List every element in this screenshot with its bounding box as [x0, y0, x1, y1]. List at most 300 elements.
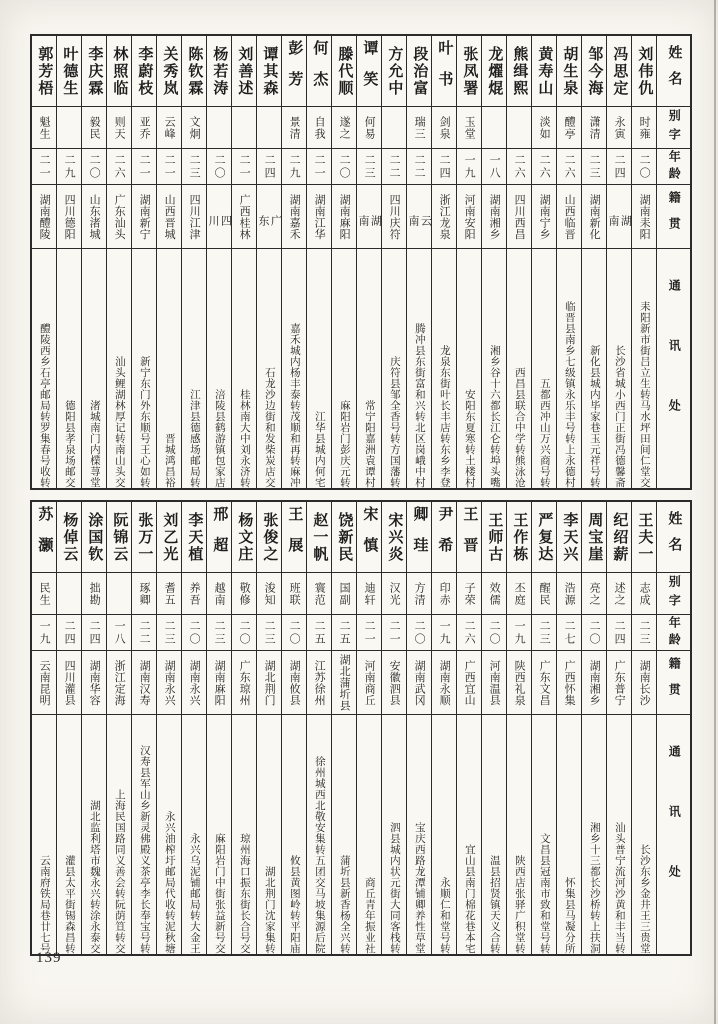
age-cell: 二〇: [582, 614, 606, 650]
alias-cell: 亮之: [582, 572, 606, 614]
age-cell: 二三: [182, 148, 206, 184]
name-cell: 冯思定: [611, 45, 628, 97]
age-cell: 二〇: [282, 614, 306, 650]
name-cell: 周宝崖: [586, 511, 603, 563]
contact-cell: 晋城鸿昌裕: [157, 248, 181, 488]
alias-cell: 民生: [32, 572, 56, 614]
alias-cell: 景清: [282, 106, 306, 148]
person-column: [481, 502, 506, 954]
header-alias-label: 别字: [657, 106, 690, 148]
name-cell: 彭芳: [286, 40, 303, 102]
name-cell: 赵一帆: [311, 511, 328, 563]
origin-cell: 湖南: [357, 184, 381, 248]
name-cell: 龙燿焜: [486, 45, 503, 97]
alias-cell: [232, 106, 256, 148]
alias-cell: [107, 572, 131, 614]
person-column: [531, 502, 556, 954]
contact-cell: 汕头鲤湖林厚记转南山头交: [107, 248, 131, 488]
name-cell: 宋兴炎: [386, 511, 403, 563]
age-cell: 二三: [532, 614, 556, 650]
contact-cell: 麻阳岩门中街张益新号交: [207, 714, 231, 954]
contact-cell: 龙泉东街叶长丰店转东乡李登: [432, 248, 456, 488]
contact-cell: 灌县太平街锡森昌转: [57, 714, 81, 954]
name-cell: 王师古: [486, 511, 503, 563]
name-cell: 刘伟仇: [636, 45, 653, 97]
name-cell: 段治富: [411, 45, 428, 97]
contact-cell: 渚城南门内檏荨堂: [82, 248, 106, 488]
alias-cell: 迪轩: [357, 572, 381, 614]
header-age-label: 年龄: [657, 614, 690, 650]
header-origin-label: 籍贯: [657, 184, 690, 248]
alias-cell: 永寅: [607, 106, 631, 148]
age-cell: 二一: [132, 148, 156, 184]
person-column: [281, 36, 306, 488]
origin-cell: 山东渚城: [82, 184, 106, 248]
age-cell: 二〇: [632, 148, 656, 184]
origin-cell: 湖北荆门: [257, 650, 281, 714]
name-cell: 黄寿山: [536, 45, 553, 97]
name-cell: 张凤署: [461, 45, 478, 97]
alias-cell: 国副: [332, 572, 356, 614]
age-cell: 二三: [357, 148, 381, 184]
contact-cell: 汕头普宁流河沙黄和丰当转: [607, 714, 631, 954]
age-cell: 二〇: [482, 614, 506, 650]
name-cell: 杨倬云: [61, 511, 78, 563]
alias-cell: 潇清: [582, 106, 606, 148]
header-origin-label: 籍贯: [657, 650, 690, 714]
contact-cell: 上海民国路同义善会转阮荫笪转交: [107, 714, 131, 954]
header-contact-label: 通讯处: [657, 248, 690, 488]
alias-cell: 养吾: [182, 572, 206, 614]
person-column: [381, 502, 406, 954]
contact-cell: 长沙省城小西门正街冯德馨斋: [607, 248, 631, 488]
contact-cell: 西昌县联合中学转熊泳沧: [507, 248, 531, 488]
age-cell: 二四: [82, 614, 106, 650]
alias-cell: 醒民: [532, 572, 556, 614]
age-cell: 二四: [257, 148, 281, 184]
contact-cell: 宜山县南门棉花巷本宅: [457, 714, 481, 954]
person-column: [181, 36, 206, 488]
age-cell: 二〇: [182, 614, 206, 650]
contact-cell: 新化县城内毕家巷玉元祥号转: [582, 248, 606, 488]
person-column: [581, 502, 606, 954]
origin-cell: 湖北蒲圻县: [332, 650, 356, 714]
alias-cell: 子荣: [457, 572, 481, 614]
alias-cell: 寰范: [307, 572, 331, 614]
alias-cell: 文炯: [182, 106, 206, 148]
contact-cell: 文昌县冠南市致和堂号转: [532, 714, 556, 954]
person-column: [406, 502, 431, 954]
age-cell: 二六: [457, 614, 481, 650]
contact-cell: 长沙东乡金井王三贵堂: [632, 714, 656, 954]
name-cell: 王夫一: [636, 511, 653, 563]
origin-cell: 陕西礼泉: [507, 650, 531, 714]
person-column: [481, 36, 506, 488]
person-column: [81, 502, 106, 954]
scan-edge-artifact: [714, 0, 716, 1024]
person-column: [631, 36, 656, 488]
name-cell: 关秀岚: [161, 45, 178, 97]
origin-cell: 湖南嘉禾: [282, 184, 306, 248]
age-cell: 二一: [307, 148, 331, 184]
origin-cell: 河南温县: [482, 650, 506, 714]
person-column: [431, 36, 456, 488]
origin-cell: 湖南醴陵: [32, 184, 56, 248]
alias-cell: 自我: [307, 106, 331, 148]
person-column: [556, 502, 581, 954]
origin-cell: 江苏徐州: [307, 650, 331, 714]
name-cell: 王作栋: [511, 511, 528, 563]
name-cell: 涂国钦: [86, 511, 103, 563]
age-cell: 二三: [632, 614, 656, 650]
origin-cell: 湖南武冈: [407, 650, 431, 714]
contact-cell: 云南府铁局巷廿七号: [32, 714, 56, 954]
person-column: [306, 36, 331, 488]
age-cell: 二一: [232, 148, 256, 184]
age-cell: 二三: [582, 148, 606, 184]
name-cell: 李蔚枝: [136, 45, 153, 97]
alias-cell: 述之: [607, 572, 631, 614]
person-column: [456, 502, 481, 954]
person-column: [156, 36, 181, 488]
name-cell: 叶德生: [61, 45, 78, 97]
origin-cell: 云南: [407, 184, 431, 248]
page-number: 139: [36, 950, 62, 966]
alias-cell: 亚乔: [132, 106, 156, 148]
origin-cell: 四川江津: [182, 184, 206, 248]
contact-cell: 麻阳岩门彭庆元转: [332, 248, 356, 488]
alias-cell: 志成: [632, 572, 656, 614]
header-column: [656, 36, 690, 488]
contact-cell: 湖北荆门沈家集转: [257, 714, 281, 954]
name-cell: 张万一: [136, 511, 153, 563]
alias-cell: 时雍: [632, 106, 656, 148]
origin-cell: 广东普宁: [607, 650, 631, 714]
person-column: [306, 502, 331, 954]
age-cell: 二〇: [232, 614, 256, 650]
origin-cell: 广东汕头: [107, 184, 131, 248]
origin-cell: 湖南攸县: [282, 650, 306, 714]
contact-cell: 醴陵西乡石亭邮局转罗集春号收转: [32, 248, 56, 488]
person-column: [206, 36, 231, 488]
origin-cell: 湖南华容: [82, 650, 106, 714]
person-column: [231, 36, 256, 488]
contact-cell: 嘉禾城内杨丰泰转茂顺和再转麻冲: [282, 248, 306, 488]
contact-cell: 临晋县南乡七级镇永乐丰号转上永德村: [557, 248, 581, 488]
origin-cell: 山西临晋: [557, 184, 581, 248]
contact-cell: 琼州海口振东街长合号交: [232, 714, 256, 954]
header-name-label: 姓名: [666, 45, 682, 97]
age-cell: 二三: [207, 614, 231, 650]
alias-cell: [507, 106, 531, 148]
name-cell: 刘乙光: [161, 511, 178, 563]
origin-cell: 四川灌县: [57, 650, 81, 714]
origin-cell: 湖南麻阳: [332, 184, 356, 248]
person-column: [206, 502, 231, 954]
person-column: [431, 502, 456, 954]
origin-cell: 四川德阳: [57, 184, 81, 248]
person-column: [32, 502, 56, 954]
age-cell: 二六: [107, 148, 131, 184]
alias-cell: 浩源: [557, 572, 581, 614]
alias-cell: 越南: [207, 572, 231, 614]
person-column: [256, 36, 281, 488]
contact-cell: 湖北监利塔市魏永兴转涂永泰交: [82, 714, 106, 954]
alias-cell: 浚知: [257, 572, 281, 614]
origin-cell: 河南安阳: [457, 184, 481, 248]
origin-cell: 广西宜山: [457, 650, 481, 714]
origin-cell: 湖南湘乡: [482, 184, 506, 248]
name-cell: 叶书: [436, 40, 453, 102]
person-column: [56, 502, 81, 954]
origin-cell: 湖南永顺: [432, 650, 456, 714]
contact-cell: 新宁东门外东顺号王心如转: [132, 248, 156, 488]
origin-cell: 湖南: [607, 184, 631, 248]
alias-cell: 剑泉: [432, 106, 456, 148]
person-column: [556, 36, 581, 488]
alias-cell: [57, 572, 81, 614]
contact-cell: 五都西冲山万兴商号转: [532, 248, 556, 488]
origin-cell: 广东: [257, 184, 281, 248]
contact-cell: 宝庆西路龙潭铺卿养性草堂: [407, 714, 431, 954]
age-cell: 二一: [357, 614, 381, 650]
age-cell: 二一: [157, 148, 181, 184]
age-cell: 二四: [607, 148, 631, 184]
header-alias-label: 别字: [657, 572, 690, 614]
alias-cell: 醴亭: [557, 106, 581, 148]
person-column: [606, 502, 631, 954]
name-cell: 尹希: [436, 506, 453, 568]
age-cell: 二一: [382, 614, 406, 650]
origin-cell: 湖南新化: [582, 184, 606, 248]
name-cell: 李天植: [186, 511, 203, 563]
name-cell: 杨文庄: [236, 511, 253, 563]
directory-table-top: [30, 34, 692, 490]
alias-cell: 拙勘: [82, 572, 106, 614]
age-cell: 二二: [407, 148, 431, 184]
person-column: [456, 36, 481, 488]
origin-cell: 湖南湘乡: [582, 650, 606, 714]
person-column: [106, 502, 131, 954]
person-column: [106, 36, 131, 488]
alias-cell: 则天: [107, 106, 131, 148]
contact-cell: 温县招贤镇天义合转: [482, 714, 506, 954]
name-cell: 何杰: [311, 40, 328, 102]
contact-cell: 常宁阳嘉洲袁谭村: [357, 248, 381, 488]
name-cell: 邢超: [211, 506, 228, 568]
age-cell: 二三: [157, 614, 181, 650]
origin-cell: 安徽泗县: [382, 650, 406, 714]
name-cell: 方允中: [386, 45, 403, 97]
contact-cell: 泗县城内状元街大同客栈转: [382, 714, 406, 954]
origin-cell: 广东琼州: [232, 650, 256, 714]
person-column: [531, 36, 556, 488]
person-column: [506, 36, 531, 488]
person-column: [131, 502, 156, 954]
contact-cell: 涪陵县鹤游镇包家店: [207, 248, 231, 488]
contact-cell: 石龙沙边街和发柴炭店交: [257, 248, 281, 488]
alias-cell: 云峰: [157, 106, 181, 148]
age-cell: 一九: [507, 614, 531, 650]
age-cell: 二四: [607, 614, 631, 650]
origin-cell: 四川庆符: [382, 184, 406, 248]
alias-cell: [57, 106, 81, 148]
age-cell: 一八: [107, 614, 131, 650]
person-column: [606, 36, 631, 488]
person-column: [356, 502, 381, 954]
alias-cell: [482, 106, 506, 148]
age-cell: 二二: [382, 148, 406, 184]
alias-cell: [382, 106, 406, 148]
person-column: [156, 502, 181, 954]
origin-cell: 浙江龙泉: [432, 184, 456, 248]
contact-cell: 湘乡十三都长沙桥转上扶洞: [582, 714, 606, 954]
age-cell: 二七: [557, 614, 581, 650]
age-cell: 二四: [432, 148, 456, 184]
contact-cell: 蒲圻县新香杨全兴转: [332, 714, 356, 954]
person-column: [331, 36, 356, 488]
contact-cell: 江华县城内何宅: [307, 248, 331, 488]
age-cell: 二五: [307, 614, 331, 650]
person-column: [32, 36, 56, 488]
contact-cell: 永兴乌泥铺邮局转大金王: [182, 714, 206, 954]
age-cell: 二九: [57, 148, 81, 184]
alias-cell: 毅民: [82, 106, 106, 148]
origin-cell: 湖南新宁: [132, 184, 156, 248]
contact-cell: 腾冲县东街富和兴转北区岗峨中村: [407, 248, 431, 488]
age-cell: 二五: [332, 614, 356, 650]
person-column: [331, 502, 356, 954]
name-cell: 林照临: [111, 45, 128, 97]
name-cell: 王展: [286, 506, 303, 568]
alias-cell: 丕庭: [507, 572, 531, 614]
age-cell: 二六: [532, 148, 556, 184]
name-cell: 滕代顺: [336, 45, 353, 97]
contact-cell: 湘乡谷十六都长江仑转埠头嘴: [482, 248, 506, 488]
alias-cell: 遂之: [332, 106, 356, 148]
origin-cell: 湖南长沙: [632, 650, 656, 714]
contact-cell: 陕西店张驿广积堂转: [507, 714, 531, 954]
contact-cell: 怀集县马凝分所: [557, 714, 581, 954]
name-cell: 苏灏: [36, 506, 53, 568]
contact-cell: 安阳东夏寒转土楼村: [457, 248, 481, 488]
header-name-label: 姓名: [666, 511, 682, 563]
name-cell: 郭芳梧: [36, 45, 53, 97]
alias-cell: 玉堂: [457, 106, 481, 148]
person-column: [506, 502, 531, 954]
name-cell: 胡生泉: [561, 45, 578, 97]
origin-cell: 浙江定海: [107, 650, 131, 714]
person-column: [231, 502, 256, 954]
name-cell: 纪绍薪: [611, 511, 628, 563]
contact-cell: 耒阳新市街吕立生转马水坪田间仁堂交: [632, 248, 656, 488]
age-cell: 一九: [432, 614, 456, 650]
name-cell: 李天兴: [561, 511, 578, 563]
age-cell: 二九: [282, 148, 306, 184]
origin-cell: 云南昆明: [32, 650, 56, 714]
age-cell: 二〇: [82, 148, 106, 184]
origin-cell: 湖南江华: [307, 184, 331, 248]
contact-cell: 汉寿县军山乡新灵佛殿义茶亭李长奉宝号转: [132, 714, 156, 954]
alias-cell: [257, 106, 281, 148]
name-cell: 张俊之: [261, 511, 278, 563]
person-column: [356, 36, 381, 488]
origin-cell: 湖南汉寿: [132, 650, 156, 714]
contact-cell: 永顺仁和堂号转: [432, 714, 456, 954]
person-column: [581, 36, 606, 488]
name-cell: 陈钦霖: [186, 45, 203, 97]
origin-cell: 广西桂林: [232, 184, 256, 248]
person-column: [381, 36, 406, 488]
contact-cell: 攸县黄图岭转平阳庙: [282, 714, 306, 954]
person-column: [631, 502, 656, 954]
alias-cell: 班联: [282, 572, 306, 614]
origin-cell: 湖南宁乡: [532, 184, 556, 248]
name-cell: 阮锦云: [111, 511, 128, 563]
name-cell: 王晋: [461, 506, 478, 568]
name-cell: 宋慎: [361, 506, 378, 568]
contact-cell: 徐州城西北敬安集转五团交马坡集源后院: [307, 714, 331, 954]
age-cell: 一九: [32, 614, 56, 650]
header-age-label: 年龄: [657, 148, 690, 184]
directory-table-bottom: [30, 500, 692, 956]
name-cell: 熊缉熙: [511, 45, 528, 97]
origin-cell: 湖南永兴: [157, 650, 181, 714]
origin-cell: 湖南麻阳: [207, 650, 231, 714]
person-column: [181, 502, 206, 954]
age-cell: 二六: [557, 148, 581, 184]
name-cell: 谭笑: [361, 40, 378, 102]
age-cell: 二四: [57, 614, 81, 650]
name-cell: 李庆霖: [86, 45, 103, 97]
alias-cell: 瑞三: [407, 106, 431, 148]
origin-cell: 湖南耒阳: [632, 184, 656, 248]
person-column: [281, 502, 306, 954]
origin-cell: 广东文昌: [532, 650, 556, 714]
age-cell: 二三: [257, 614, 281, 650]
header-contact-label: 通讯处: [657, 714, 690, 954]
origin-cell: 湖南永兴: [182, 650, 206, 714]
age-cell: 二〇: [332, 148, 356, 184]
contact-cell: 商丘青年振业社: [357, 714, 381, 954]
alias-cell: 敬修: [232, 572, 256, 614]
name-cell: 严复达: [536, 511, 553, 563]
age-cell: 一九: [457, 148, 481, 184]
name-cell: 杨若涛: [211, 45, 228, 97]
person-column: [406, 36, 431, 488]
person-column: [131, 36, 156, 488]
contact-cell: 永兴油榨圩邮局代收转泥秋塘: [157, 714, 181, 954]
alias-cell: 魁生: [32, 106, 56, 148]
name-cell: 饶新民: [336, 511, 353, 563]
name-cell: 刘善述: [236, 45, 253, 97]
origin-cell: 四川西昌: [507, 184, 531, 248]
name-cell: 谭其森: [261, 45, 278, 97]
contact-cell: 桂林南大中刘永济转: [232, 248, 256, 488]
alias-cell: 琢卿: [132, 572, 156, 614]
age-cell: 二〇: [207, 148, 231, 184]
origin-cell: 河南商丘: [357, 650, 381, 714]
origin-cell: 山西晋城: [157, 184, 181, 248]
name-cell: 卿珪: [411, 506, 428, 568]
age-cell: 二六: [507, 148, 531, 184]
age-cell: 二一: [32, 148, 56, 184]
name-cell: 邹今海: [586, 45, 603, 97]
alias-cell: 印赤: [432, 572, 456, 614]
contact-cell: 德阳县孝泉场邮交: [57, 248, 81, 488]
alias-cell: 耆五: [157, 572, 181, 614]
contact-cell: 庆符县邹全香号转方国藩转: [382, 248, 406, 488]
